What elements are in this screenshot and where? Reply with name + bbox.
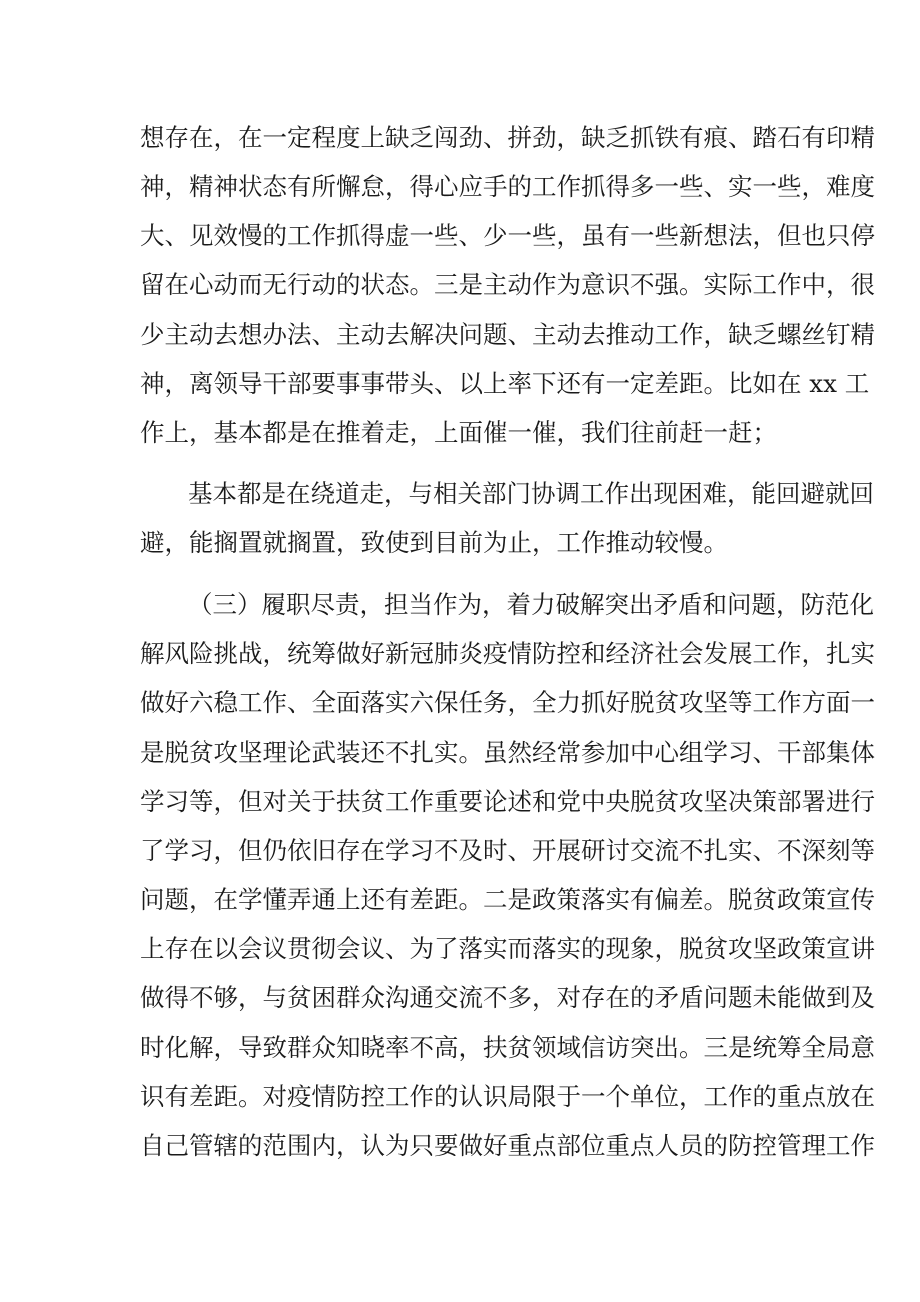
text-line: 作上，基本都是在推着走，上面催一催，我们往前赶一赶； bbox=[140, 418, 777, 447]
text-line: 基本都是在绕道走，与相关部门协调工作出现困难，能回避就回 bbox=[188, 479, 874, 508]
text-line: 想存在，在一定程度上缺乏闯劲、拼劲，缺乏抓铁有痕、踏石有印精 bbox=[140, 123, 875, 152]
text-line: 神，离领导干部要事事带头、以上率下还有一定差距。比如在 xx 工 bbox=[140, 369, 870, 398]
text-line: 了学习，但仍依旧存在学习不及时、开展研讨交流不扎实、不深刻等 bbox=[140, 836, 875, 865]
text-line: 少主动去想办法、主动去解决问题、主动去推动工作，缺乏螺丝钉精 bbox=[140, 320, 875, 349]
text-line: 神，精神状态有所懈怠，得心应手的工作抓得多一些、实一些，难度 bbox=[140, 172, 875, 201]
text-line: 时化解，导致群众知晓率不高，扶贫领域信访突出。三是统筹全局意 bbox=[140, 1033, 875, 1062]
text-line: 避，能搁置就搁置，致使到目前为止，工作推动较慢。 bbox=[140, 528, 728, 557]
text-line: 大、见效慢的工作抓得虚一些、少一些，虽有一些新想法，但也只停 bbox=[140, 221, 875, 250]
text-line: 学习等，但对关于扶贫工作重要论述和党中央脱贫攻坚决策部署进行 bbox=[140, 787, 875, 816]
text-line: 做得不够，与贫困群众沟通交流不多，对存在的矛盾问题未能做到及 bbox=[140, 983, 875, 1012]
text-line: 上存在以会议贯彻会议、为了落实而落实的现象，脱贫攻坚政策宣讲 bbox=[140, 934, 875, 963]
text-line: 解风险挑战，统筹做好新冠肺炎疫情防控和经济社会发展工作，扎实 bbox=[140, 639, 875, 668]
text-line: 是脱贫攻坚理论武装还不扎实。虽然经常参加中心组学习、干部集体 bbox=[140, 738, 875, 767]
text-line: 留在心动而无行动的状态。三是主动作为意识不强。实际工作中，很 bbox=[140, 270, 875, 299]
text-line: 问题，在学懂弄通上还有差距。二是政策落实有偏差。脱贫政策宣传 bbox=[140, 885, 875, 914]
text-line: 做好六稳工作、全面落实六保任务，全力抓好脱贫攻坚等工作方面一 bbox=[140, 688, 875, 717]
text-line: 识有差距。对疫情防控工作的认识局限于一个单位，工作的重点放在 bbox=[140, 1082, 875, 1111]
section-heading-line: （三）履职尽责，担当作为，着力破解突出矛盾和问题，防范化 bbox=[188, 590, 874, 619]
text-line: 自己管辖的范围内，认为只要做好重点部位重点人员的防控管理工作 bbox=[140, 1131, 875, 1160]
